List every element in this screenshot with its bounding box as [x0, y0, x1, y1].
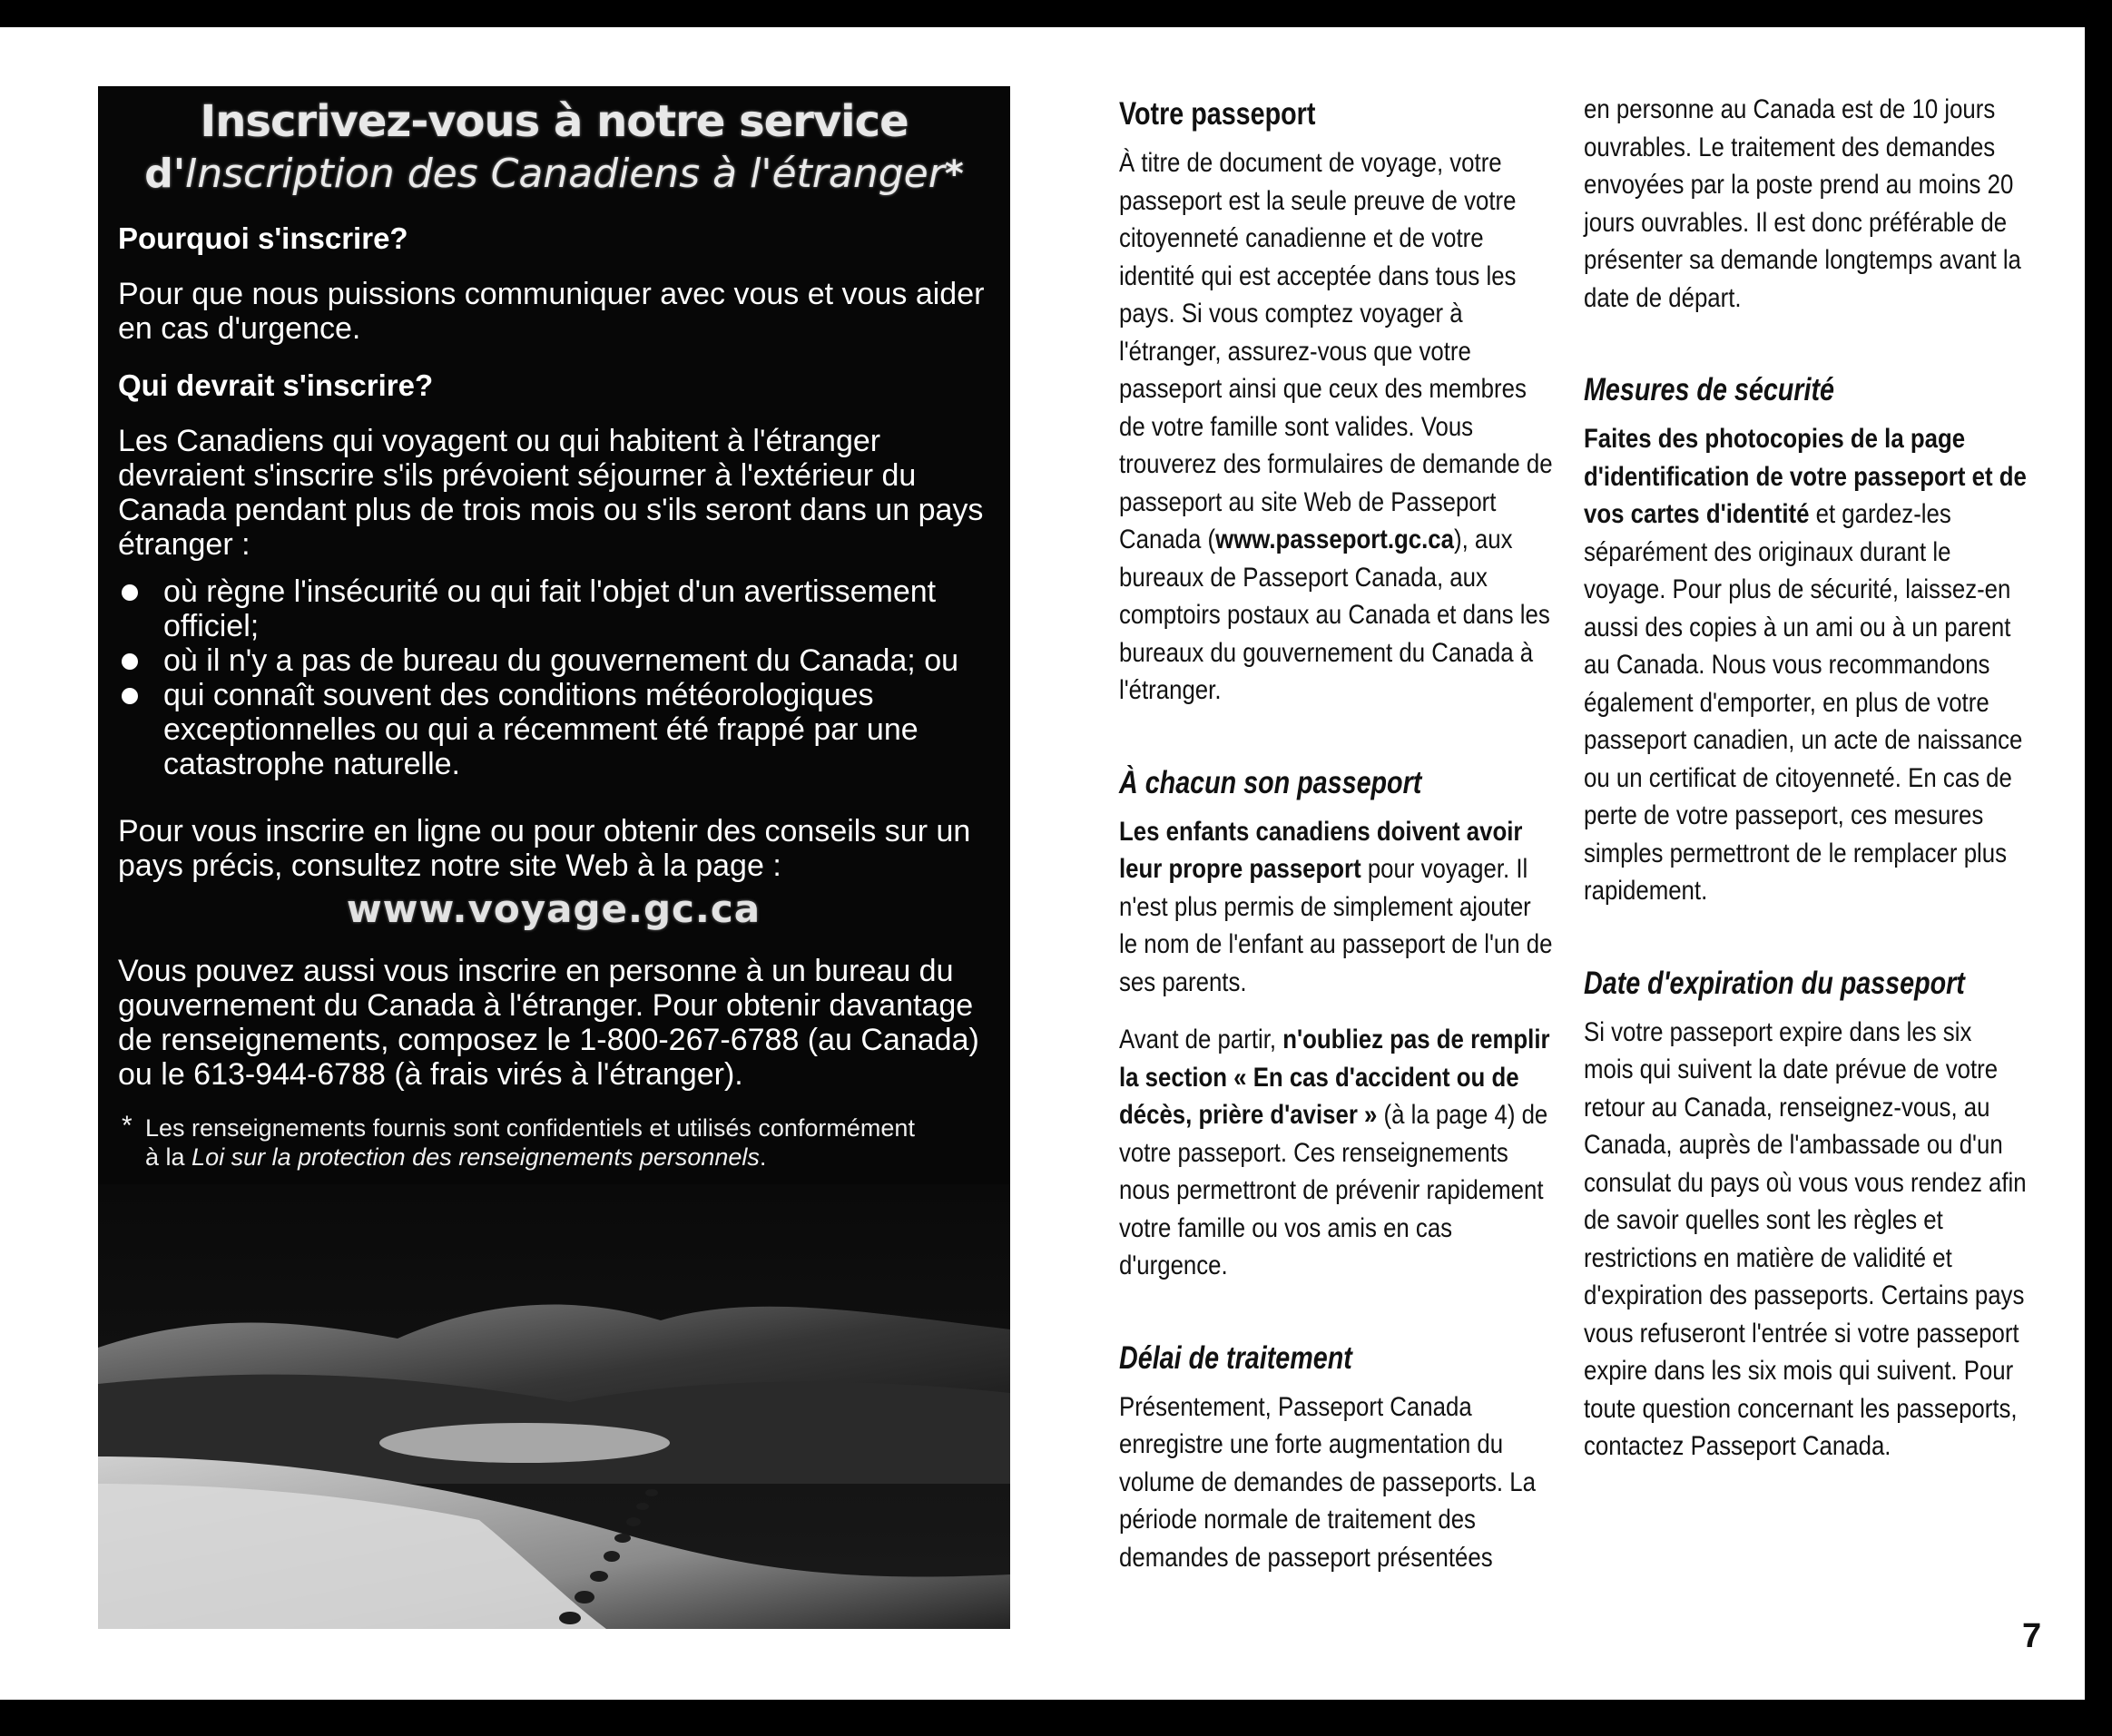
- inperson-register-text: Vous pouvez aussi vous inscrire en personne à un bureau du gouvernement du Canada à l'étranger. Pour obtenir davantage de renseignements, composez le 1-800-267-6788 (au Canada) ou le 613-944-6788 (à frais virés à l'étranger).: [118, 954, 979, 1092]
- panel-content: [118, 221, 989, 1172]
- registration-panel: [98, 86, 1010, 1629]
- delai-continued-text: en personne au Canada est de 10 jours ouvrables. Le traitement des demandes envoyées par la poste prend au moins 20 jours ouvrables. Il est donc préférable de présenter sa demande longtemps avant la date de départ.: [1584, 94, 2021, 313]
- privacy-footnote: * Les renseignements fournis sont confidentiels et utilisés conformément à la Loi sur la protection des renseignements personnels.: [122, 1111, 915, 1171]
- passeport-website-link[interactable]: www.passeport.gc.ca: [1215, 525, 1455, 554]
- delai-heading: Délai de traitement: [1119, 1339, 1352, 1376]
- who-register-text: Les Canadiens qui voyagent ou qui habitent à l'étranger devraient s'inscrire s'ils prévoient séjourner à l'extérieur du Canada pendant plus de trois mois ou s'ils seront dans un pays étranger :: [118, 424, 984, 562]
- scan-bottom-edge: [0, 1700, 2112, 1736]
- condition-item: où il n'y a pas de bureau du gouvernement du Canada; ou: [118, 643, 989, 678]
- why-register-text: Pour que nous puissions communiquer avec vous et vous aider en cas d'urgence.: [118, 277, 985, 346]
- panel-title: [98, 95, 1010, 201]
- condition-item: qui connaît souvent des conditions météorologiques exceptionnelles ou qui a récemment été frappé par une catastrophe naturelle.: [118, 678, 989, 781]
- who-register-heading: Qui devrait s'inscrire?: [118, 368, 434, 402]
- chacun-text: Les enfants canadiens doivent avoir leur propre passeport pour voyager. Il n'est plus permis de simplement ajouter le nom de l'enfant au passeport de l'un de ses parents.: [1119, 816, 1553, 997]
- voyage-website-link[interactable]: www.voyage.gc.ca: [346, 887, 761, 931]
- votre-passeport-heading: Votre passeport: [1119, 96, 1316, 132]
- column-1: [1119, 95, 1555, 1596]
- expiration-heading: Date d'expiration du passeport: [1584, 965, 1965, 1001]
- delai-text: Présentement, Passeport Canada enregistre une forte augmentation du volume de demandes de passeports. La période normale de traitement des demandes de passeport présentées: [1119, 1391, 1536, 1573]
- panel-title-line1: Inscrivez-vous à notre service: [200, 96, 909, 147]
- scan-top-edge: [0, 0, 2112, 27]
- condition-list: [118, 574, 989, 781]
- why-register-heading: Pourquoi s'inscrire?: [118, 221, 408, 255]
- desert-footprints-image: [98, 1184, 1010, 1629]
- expiration-text: Si votre passeport expire dans les six mois qui suivent la date prévue de votre retour au Canada, renseignez-vous, au Canada, auprès de l'ambassade ou d'un consulat du pays où vous vous rendez afin de savoir quelles sont les règles et restrictions en matière de validité et d'expiration des passeports. Certains pays vous refuseront l'entrée si votre passeport expire dans les six mois qui suivent. Pour toute question concernant les passeports, contactez Passeport Canada.: [1584, 1016, 2027, 1461]
- mesures-heading: Mesures de sécurité: [1584, 372, 1834, 407]
- votre-passeport-text: À titre de document de voyage, votre passeport est la seule preuve de votre citoyenneté canadienne et de votre identité qui est acceptée dans tous les pays. Si vous comptez voyager à l'étranger, assurez-vous que votre passeport ainsi que ceux des membres de votre famille sont valides. Vous trouverez des formulaires de demande de passeport au site Web de Passeport Canada (www.passeport.gc.ca), aux bureaux de Passeport Canada, aux comptoirs postaux au Canada et dans les bureaux du gouvernement du Canada à l'étranger.: [1119, 148, 1553, 705]
- column-2: [1584, 91, 2029, 1486]
- online-register-text: Pour vous inscrire en ligne ou pour obtenir des conseils sur un pays précis, consultez notre site Web à la page :: [118, 814, 971, 883]
- page-number: 7: [2022, 1617, 2042, 1655]
- condition-item: où règne l'insécurité ou qui fait l'objet d'un avertissement officiel;: [118, 574, 989, 643]
- scan-right-edge: [2085, 0, 2112, 1736]
- chacun-heading: À chacun son passeport: [1119, 764, 1422, 800]
- panel-title-line2: d'Inscription des Canadiens à l'étranger*: [144, 151, 964, 197]
- mesures-text: Faites des photocopies de la page d'identification de votre passeport et de vos cartes d'identité et gardez-les séparément des originaux durant le voyage. Pour plus de sécurité, laissez-en aussi des copies à un ami ou à un parent au Canada. Nous vous recommandons également d'emporter, en plus de votre passeport canadien, un acte de naissance ou un certificat de citoyenneté. En cas de perte de votre passeport, ces mesures simples permettront de le remplacer plus rapidement.: [1584, 424, 2027, 906]
- avant-partir-text: Avant de partir, n'oubliez pas de remplir la section « En cas d'accident ou de décès, prière d'aviser » (à la page 4) de votre passeport. Ces renseignements nous permettront de prévenir rapidement votre famille ou vos amis en cas d'urgence.: [1119, 1025, 1550, 1280]
